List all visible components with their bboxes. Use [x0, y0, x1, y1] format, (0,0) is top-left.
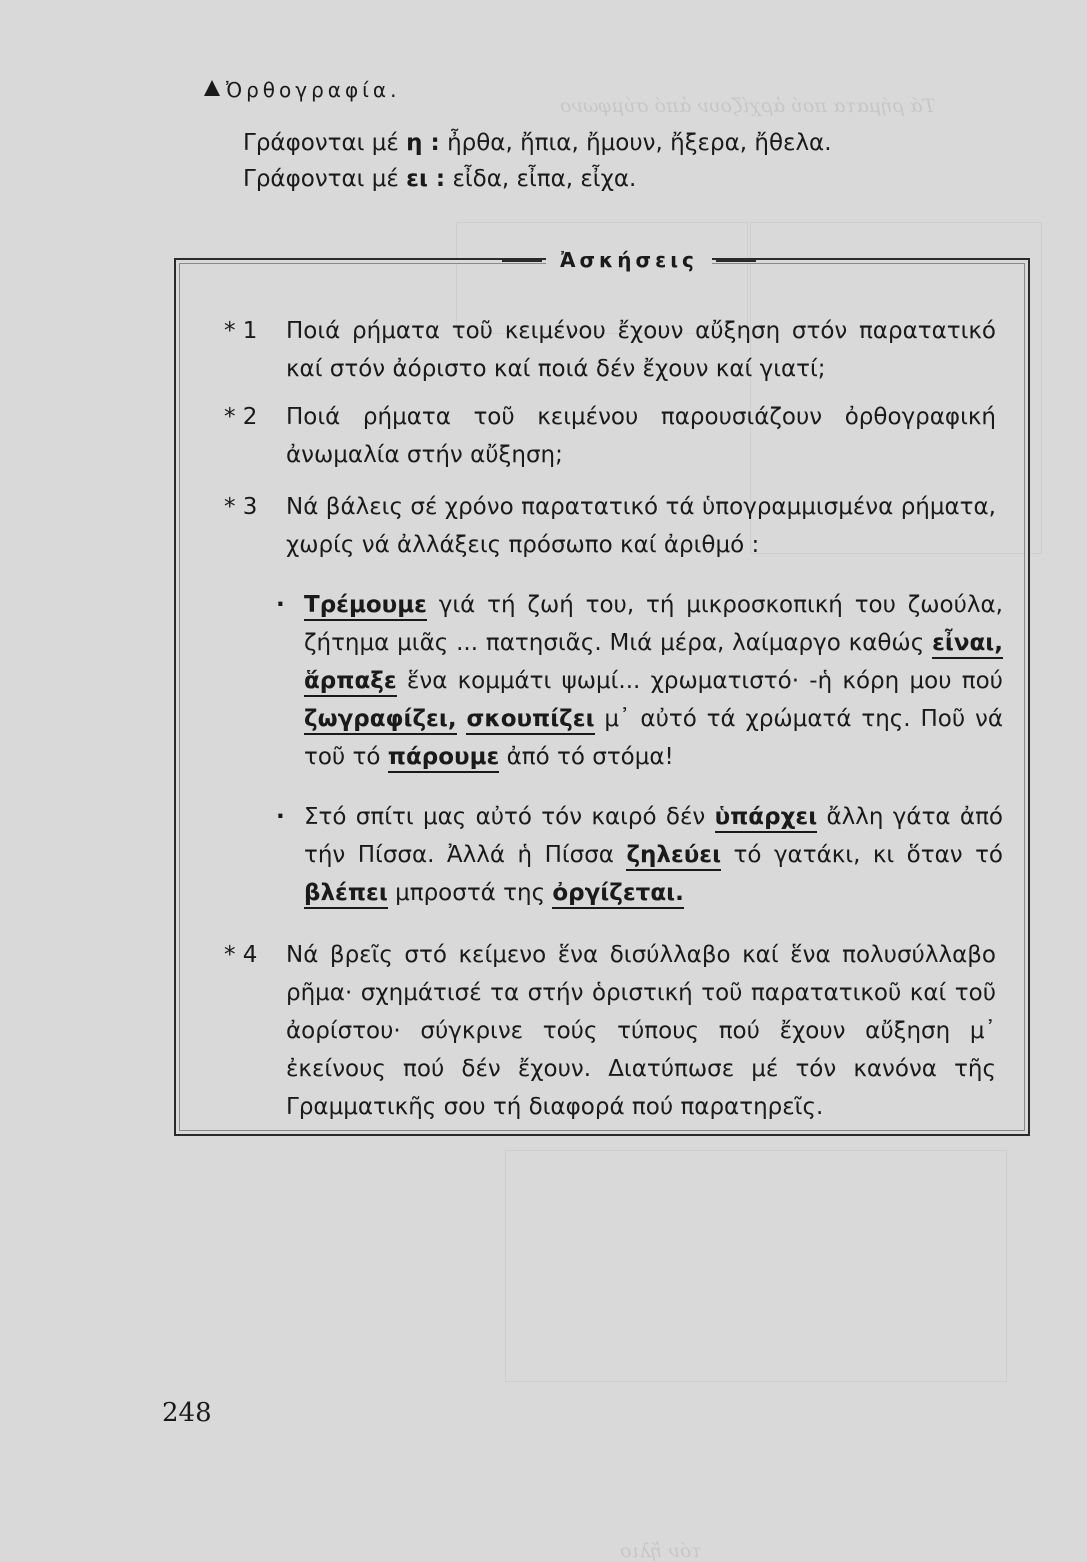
underlined-verb: Τρέμουμε [304, 592, 427, 621]
exercise-number: * 3 [224, 494, 258, 520]
rule-letter: η : [406, 130, 440, 156]
section-title: Ὀρθογραφία. [226, 78, 401, 102]
exercise-3 [224, 488, 996, 564]
underlined-verb: εἶναι, [932, 630, 1003, 659]
exercise-2 [224, 398, 996, 474]
page-number: 248 [162, 1398, 212, 1428]
exercise-text: Νά βρεῖς στό κείμενο ἕνα δισύλλαβο καί ἕνα πολυσύλλαβο ρῆμα· σχημάτισέ τα στήν ὁριστική τοῦ παρατατικοῦ καί τοῦ ἀορίστου· σύγκρινε τούς τύπους πού ἔχουν αὔξηση μ᾽ ἐκείνους πού δέν ἔχουν. Διατύπωσε μέ τόν κανόνα τῆς Γραμματικῆς σου τή διαφορά πού παρατηρεῖς. [286, 942, 996, 1120]
exercise-text: Νά βάλεις σέ χρόνο παρατατικό τά ὑπογραμμισμένα ρήματα, χωρίς νά ἀλλάξεις πρόσωπο καί ἀριθμό : [286, 494, 996, 558]
passage-text: ἕνα κομμάτι ψωμί... χρωματιστό· -ἡ κόρη μου πού [396, 668, 1003, 694]
underlined-verb: ὀργίζεται. [552, 880, 683, 909]
underlined-verb: βλέπει [304, 880, 388, 909]
underlined-verb: ζωγραφίζει, [304, 706, 457, 735]
spelling-rule-eta [243, 130, 832, 156]
triangle-icon [204, 80, 220, 96]
exercises-box [174, 248, 1030, 1136]
exercise-number: * 2 [224, 404, 258, 430]
passage-text: μπροστά της [387, 880, 553, 906]
exercise-4 [224, 936, 996, 1126]
underlined-verb: ὑπάρχει [715, 804, 818, 833]
underlined-verb: ζηλεύει [626, 842, 721, 871]
exercise-1 [224, 312, 996, 388]
exercise-text: Ποιά ρήματα τοῦ κειμένου ἔχουν αὔξηση στόν παρατατικό καί στόν ἀόριστο καί ποιά δέν ἔχουν καί γιατί; [286, 318, 996, 382]
passage-text: μ᾽ αὐτό τά χρώματά της. Ποῦ νά τοῦ τό [304, 706, 1004, 770]
rule-words: εἶδα, εἶπα, εἶχα. [452, 166, 637, 192]
passage-1 [268, 586, 1003, 776]
bullet: · [276, 804, 285, 830]
rule-words: ἦρθα, ἤπια, ἤμουν, ἤξερα, ἤθελα. [447, 130, 832, 156]
passage-text: τό γατάκι, κι ὅταν τό [721, 842, 1003, 868]
exercises-title: Ἀσκήσεις [546, 248, 712, 272]
exercise-text: Ποιά ρήματα τοῦ κειμένου παρουσιάζουν ὀρθογραφική ἀνωμαλία στήν αὔξηση; [286, 404, 996, 468]
passage-text: ἀπό τό στόμα! [499, 744, 674, 770]
section-heading [204, 78, 400, 102]
passage-2 [268, 798, 1003, 912]
exercise-number: * 4 [224, 942, 258, 968]
ghost-text: τόν ἥλιο [620, 1540, 702, 1562]
ghost-table [505, 1150, 1007, 1382]
bullet: · [276, 592, 285, 618]
exercise-number: * 1 [224, 318, 258, 344]
spelling-rule-ei [243, 166, 636, 192]
rule-prefix: Γράφονται μέ [243, 130, 399, 156]
underlined-verb: πάρουμε [388, 744, 500, 773]
passage-text: Στό σπίτι μας αὐτό τόν καιρό δέν [304, 804, 715, 830]
underlined-verb: ἅρπαξε [304, 668, 397, 697]
underlined-verb: σκουπίζει [466, 706, 594, 735]
rule-prefix: Γράφονται μέ [243, 166, 399, 192]
passage-text: ἄλλη γάτα ἀπό τήν Πίσσα. Ἀλλά ἡ Πίσσα [304, 804, 1003, 868]
passage-text: γιά τή ζωή του, τή μικροσκοπική του ζωούλα, ζήτημα μιᾶς ... πατησιᾶς. Μιά μέρα, λαίμαργο καθώς [304, 592, 1003, 656]
ghost-text: Τά ρήματα πού ἀρχίζουν ἀπό σύμφωνο [560, 95, 936, 117]
passage-text [457, 706, 467, 732]
rule-letter: ει : [406, 166, 446, 192]
